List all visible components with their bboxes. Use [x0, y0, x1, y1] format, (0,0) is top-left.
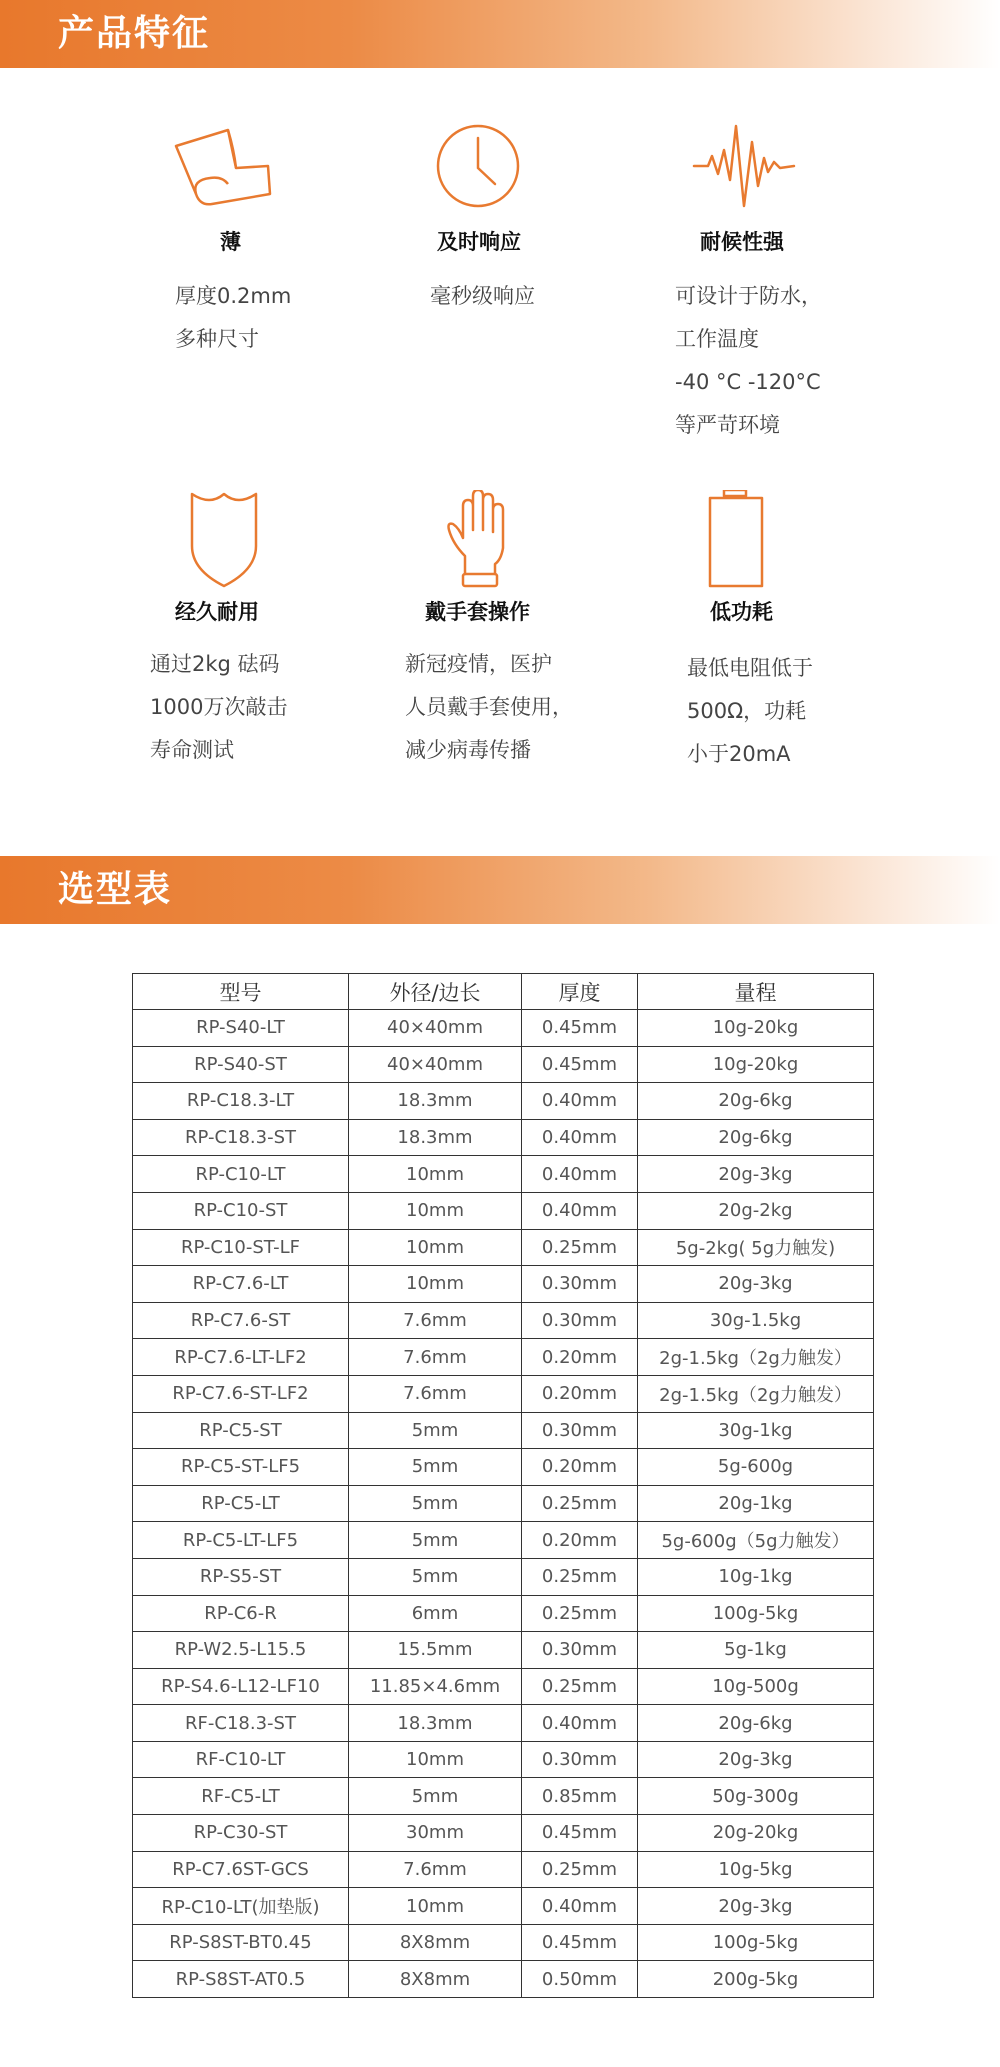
- cell-thickness: 0.85mm: [522, 1778, 638, 1815]
- cell-model: RP-C6-R: [133, 1595, 349, 1632]
- glove-icon: [425, 490, 535, 590]
- cell-size: 8X8mm: [349, 1961, 522, 1998]
- cell-model: RP-C5-ST-LF5: [133, 1449, 349, 1486]
- feature-desc: [675, 275, 822, 447]
- cell-range: 10g-1kg: [638, 1558, 874, 1595]
- cell-model: RP-C10-LT(加垫版): [133, 1888, 349, 1925]
- table-row: [133, 1668, 874, 1705]
- cell-range: 20g-1kg: [638, 1485, 874, 1522]
- table-row: [133, 1192, 874, 1229]
- table-row: [133, 1449, 874, 1486]
- table-header-row: [133, 974, 874, 1010]
- cell-model: RP-C10-ST-LF: [133, 1229, 349, 1266]
- cell-thickness: 0.45mm: [522, 1924, 638, 1961]
- feature-title: 戴手套操作: [425, 600, 530, 624]
- cell-model: RP-S4.6-L12-LF10: [133, 1668, 349, 1705]
- cell-size: 18.3mm: [349, 1083, 522, 1120]
- selection-table: [132, 973, 874, 1998]
- cell-size: 10mm: [349, 1229, 522, 1266]
- cell-size: 8X8mm: [349, 1924, 522, 1961]
- cell-model: RP-C10-LT: [133, 1156, 349, 1193]
- cell-size: 5mm: [349, 1558, 522, 1595]
- cell-thickness: 0.30mm: [522, 1741, 638, 1778]
- cell-thickness: 0.45mm: [522, 1046, 638, 1083]
- table-row: [133, 1961, 874, 1998]
- cell-size: 11.85×4.6mm: [349, 1668, 522, 1705]
- table-row: [133, 1046, 874, 1083]
- table-row: [133, 1485, 874, 1522]
- feature-desc-line: 减少病毒传播: [405, 738, 531, 762]
- cell-thickness: 0.30mm: [522, 1412, 638, 1449]
- feature-desc: [150, 643, 287, 772]
- feature-desc-line: 工作温度: [675, 327, 759, 351]
- table-row: [133, 1010, 874, 1047]
- feature-desc-line: 厚度0.2mm: [175, 284, 292, 308]
- cell-model: RP-S8ST-BT0.45: [133, 1924, 349, 1961]
- cell-model: RP-C18.3-ST: [133, 1119, 349, 1156]
- table-row: [133, 1632, 874, 1669]
- table-row: [133, 1083, 874, 1120]
- feature-title: 耐候性强: [700, 230, 784, 254]
- cell-range: 20g-2kg: [638, 1192, 874, 1229]
- cell-range: 20g-3kg: [638, 1156, 874, 1193]
- cell-model: RF-C10-LT: [133, 1741, 349, 1778]
- cell-range: 20g-6kg: [638, 1705, 874, 1742]
- table-row: [133, 1522, 874, 1559]
- feature-desc-line: 寿命测试: [150, 738, 234, 762]
- cell-range: 5g-600g: [638, 1449, 874, 1486]
- cell-range: 20g-6kg: [638, 1119, 874, 1156]
- shield-icon: [170, 490, 280, 590]
- cell-model: RP-S40-LT: [133, 1010, 349, 1047]
- clock-icon: [425, 120, 535, 220]
- cell-model: RP-C7.6-LT-LF2: [133, 1339, 349, 1376]
- table-row: [133, 1558, 874, 1595]
- cell-model: RP-C7.6-LT: [133, 1266, 349, 1303]
- table-row: [133, 1595, 874, 1632]
- cell-thickness: 0.20mm: [522, 1449, 638, 1486]
- cell-thickness: 0.45mm: [522, 1010, 638, 1047]
- cell-model: RP-C5-ST: [133, 1412, 349, 1449]
- cell-range: 30g-1.5kg: [638, 1302, 874, 1339]
- cell-range: 20g-3kg: [638, 1741, 874, 1778]
- cell-thickness: 0.30mm: [522, 1632, 638, 1669]
- battery-icon: [680, 490, 790, 590]
- cell-size: 15.5mm: [349, 1632, 522, 1669]
- table-body: [133, 1010, 874, 1998]
- feature-desc: [687, 647, 813, 776]
- table-row: [133, 1778, 874, 1815]
- table-row: [133, 1888, 874, 1925]
- cell-thickness: 0.20mm: [522, 1522, 638, 1559]
- cell-range: 10g-5kg: [638, 1851, 874, 1888]
- table-row: [133, 1229, 874, 1266]
- cell-thickness: 0.25mm: [522, 1485, 638, 1522]
- feature-title: 及时响应: [437, 230, 521, 254]
- cell-model: RP-C7.6ST-GCS: [133, 1851, 349, 1888]
- selection-banner: [0, 856, 1000, 924]
- cell-model: RP-C18.3-LT: [133, 1083, 349, 1120]
- cell-size: 5mm: [349, 1522, 522, 1559]
- feature-desc-line: -40 °C -120°C: [675, 370, 821, 394]
- paper-roll-icon: [170, 120, 280, 220]
- cell-range: 20g-3kg: [638, 1266, 874, 1303]
- cell-thickness: 0.25mm: [522, 1558, 638, 1595]
- cell-range: 2g-1.5kg（2g力触发）: [638, 1375, 874, 1412]
- cell-thickness: 0.20mm: [522, 1339, 638, 1376]
- cell-size: 30mm: [349, 1815, 522, 1852]
- cell-size: 18.3mm: [349, 1705, 522, 1742]
- selection-title: 选型表: [58, 869, 173, 910]
- cell-size: 5mm: [349, 1449, 522, 1486]
- cell-size: 10mm: [349, 1888, 522, 1925]
- header-range: 量程: [638, 974, 874, 1010]
- cell-size: 10mm: [349, 1741, 522, 1778]
- cell-thickness: 0.45mm: [522, 1815, 638, 1852]
- cell-thickness: 0.20mm: [522, 1375, 638, 1412]
- feature-desc: [430, 275, 535, 318]
- feature-desc-line: 通过2kg 砝码: [150, 652, 280, 676]
- table-row: [133, 1156, 874, 1193]
- feature-desc-line: 最低电阻低于: [687, 656, 813, 680]
- feature-title: 经久耐用: [175, 600, 259, 624]
- cell-size: 10mm: [349, 1156, 522, 1193]
- header-thickness: 厚度: [522, 974, 638, 1010]
- table-row: [133, 1412, 874, 1449]
- cell-range: 100g-5kg: [638, 1924, 874, 1961]
- feature-desc: [175, 275, 291, 361]
- cell-thickness: 0.25mm: [522, 1595, 638, 1632]
- feature-desc-line: 小于20mA: [687, 742, 791, 766]
- features-banner: [0, 0, 1000, 68]
- cell-thickness: 0.30mm: [522, 1266, 638, 1303]
- cell-model: RP-W2.5-L15.5: [133, 1632, 349, 1669]
- cell-size: 40×40mm: [349, 1010, 522, 1047]
- table-row: [133, 1851, 874, 1888]
- cell-model: RP-S5-ST: [133, 1558, 349, 1595]
- cell-model: RF-C5-LT: [133, 1778, 349, 1815]
- table-row: [133, 1339, 874, 1376]
- feature-desc-line: 可设计于防水，: [675, 284, 822, 308]
- feature-desc-line: 毫秒级响应: [430, 284, 535, 308]
- cell-range: 5g-1kg: [638, 1632, 874, 1669]
- cell-thickness: 0.25mm: [522, 1851, 638, 1888]
- cell-size: 7.6mm: [349, 1339, 522, 1376]
- cell-range: 20g-3kg: [638, 1888, 874, 1925]
- cell-model: RP-S8ST-AT0.5: [133, 1961, 349, 1998]
- cell-range: 100g-5kg: [638, 1595, 874, 1632]
- cell-thickness: 0.40mm: [522, 1083, 638, 1120]
- cell-model: RP-S40-ST: [133, 1046, 349, 1083]
- cell-range: 10g-20kg: [638, 1010, 874, 1047]
- header-size: 外径/边长: [349, 974, 522, 1010]
- cell-range: 10g-500g: [638, 1668, 874, 1705]
- cell-size: 5mm: [349, 1485, 522, 1522]
- cell-size: 10mm: [349, 1192, 522, 1229]
- cell-thickness: 0.25mm: [522, 1668, 638, 1705]
- cell-size: 6mm: [349, 1595, 522, 1632]
- table-row: [133, 1266, 874, 1303]
- table-row: [133, 1302, 874, 1339]
- feature-desc-line: 等严苛环境: [675, 413, 780, 437]
- cell-model: RP-C7.6-ST-LF2: [133, 1375, 349, 1412]
- cell-size: 7.6mm: [349, 1302, 522, 1339]
- feature-title: 薄: [220, 230, 241, 254]
- cell-model: RF-C18.3-ST: [133, 1705, 349, 1742]
- cell-thickness: 0.50mm: [522, 1961, 638, 1998]
- cell-model: RP-C5-LT-LF5: [133, 1522, 349, 1559]
- cell-model: RP-C7.6-ST: [133, 1302, 349, 1339]
- cell-size: 18.3mm: [349, 1119, 522, 1156]
- cell-range: 20g-6kg: [638, 1083, 874, 1120]
- cell-model: RP-C30-ST: [133, 1815, 349, 1852]
- cell-range: 30g-1kg: [638, 1412, 874, 1449]
- table-row: [133, 1705, 874, 1742]
- cell-range: 200g-5kg: [638, 1961, 874, 1998]
- waveform-icon: [690, 120, 800, 220]
- cell-size: 7.6mm: [349, 1375, 522, 1412]
- cell-range: 10g-20kg: [638, 1046, 874, 1083]
- cell-thickness: 0.40mm: [522, 1705, 638, 1742]
- cell-size: 5mm: [349, 1778, 522, 1815]
- cell-thickness: 0.25mm: [522, 1229, 638, 1266]
- feature-title: 低功耗: [710, 600, 773, 624]
- table-row: [133, 1741, 874, 1778]
- cell-range: 5g-600g（5g力触发）: [638, 1522, 874, 1559]
- table-row: [133, 1924, 874, 1961]
- cell-thickness: 0.40mm: [522, 1156, 638, 1193]
- feature-desc-line: 500Ω，功耗: [687, 699, 807, 723]
- cell-model: RP-C5-LT: [133, 1485, 349, 1522]
- cell-model: RP-C10-ST: [133, 1192, 349, 1229]
- cell-size: 40×40mm: [349, 1046, 522, 1083]
- header-model: 型号: [133, 974, 349, 1010]
- feature-desc-line: 新冠疫情，医护: [405, 652, 552, 676]
- feature-desc: [405, 643, 573, 772]
- feature-desc-line: 多种尺寸: [175, 327, 259, 351]
- table-row: [133, 1375, 874, 1412]
- cell-range: 20g-20kg: [638, 1815, 874, 1852]
- cell-thickness: 0.30mm: [522, 1302, 638, 1339]
- cell-range: 2g-1.5kg（2g力触发）: [638, 1339, 874, 1376]
- table-row: [133, 1119, 874, 1156]
- cell-range: 5g-2kg( 5g力触发): [638, 1229, 874, 1266]
- cell-size: 7.6mm: [349, 1851, 522, 1888]
- cell-range: 50g-300g: [638, 1778, 874, 1815]
- cell-thickness: 0.40mm: [522, 1119, 638, 1156]
- cell-thickness: 0.40mm: [522, 1192, 638, 1229]
- cell-thickness: 0.40mm: [522, 1888, 638, 1925]
- feature-desc-line: 1000万次敲击: [150, 695, 288, 719]
- table-row: [133, 1815, 874, 1852]
- feature-desc-line: 人员戴手套使用，: [405, 695, 573, 719]
- cell-size: 10mm: [349, 1266, 522, 1303]
- cell-size: 5mm: [349, 1412, 522, 1449]
- features-title: 产品特征: [58, 13, 211, 54]
